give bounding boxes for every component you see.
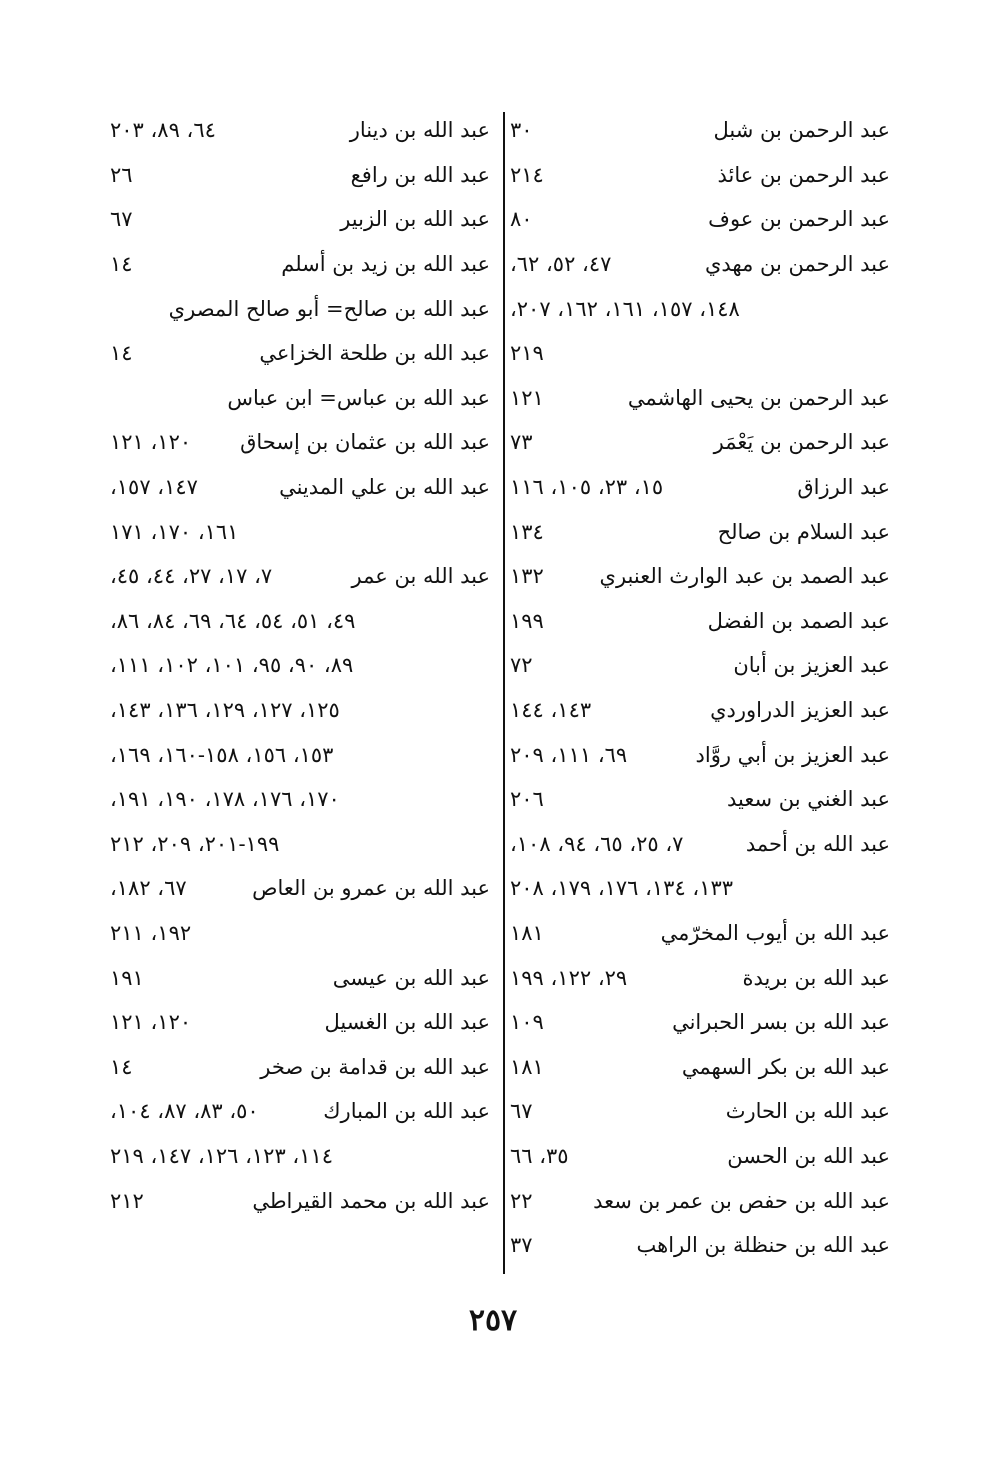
- index-entry: [510, 688, 890, 733]
- index-entry: [510, 732, 890, 777]
- entry-name: عبد الصمد بن الفضل: [707, 608, 890, 633]
- entry-page-refs: ١٩٩: [510, 608, 544, 633]
- entry-page-refs: ١٤: [110, 1054, 133, 1079]
- column-divider: [503, 112, 505, 1274]
- entry-name: عبد الله بن أيوب المخرّمي: [660, 920, 890, 945]
- entry-page-refs: ١٤: [110, 252, 133, 277]
- index-entry: [110, 955, 490, 1000]
- entry-page-refs: ٨٠: [510, 207, 533, 232]
- entry-page-refs: ٦٩، ١١١، ٢٠٩: [510, 742, 628, 767]
- entry-name: عبد الله بن محمد القيراطي: [252, 1188, 490, 1213]
- entry-name: عبد الله بن حفص بن عمر بن سعد: [593, 1188, 890, 1213]
- index-entry: [510, 599, 890, 644]
- entry-name: عبد الله بن زيد بن أسلم: [281, 252, 490, 277]
- entry-page-refs: ١٦١، ١٧٠، ١٧١: [110, 519, 239, 544]
- entry-name: عبد الرحمن بن شبل: [713, 118, 890, 143]
- entry-page-refs: ١٤٨، ١٥٧، ١٦١، ١٦٢، ٢٠٧،: [510, 296, 740, 321]
- index-entry-continuation: [110, 777, 490, 822]
- entry-name: عبد الرحمن بن مهدي: [704, 252, 890, 277]
- entry-page-refs: ٢٢: [510, 1188, 533, 1213]
- index-entry-continuation: [110, 911, 490, 956]
- index-entry: [510, 1178, 890, 1223]
- index-entry: [110, 376, 490, 421]
- entry-page-refs: ٧، ١٧، ٢٧، ٤٤، ٤٥،: [110, 564, 273, 589]
- entry-page-refs: ٦٧، ١٨٢،: [110, 876, 187, 901]
- entry-page-refs: ٨٩، ٩٠، ٩٥، ١٠١، ١٠٢، ١١١،: [110, 653, 354, 678]
- index-entry-continuation: [110, 732, 490, 777]
- entry-name: عبد الله بن عباس= ابن عباس: [227, 385, 490, 410]
- entry-page-refs: ٢٠٦: [510, 787, 544, 812]
- entry-name: عبد الله بن عمر: [351, 564, 490, 589]
- index-entry-continuation: [110, 822, 490, 867]
- entry-page-refs: ٧٣: [510, 430, 533, 455]
- index-entry-continuation: [510, 331, 890, 376]
- index-entry: [510, 108, 890, 153]
- index-entry: [110, 465, 490, 510]
- entry-page-refs: ٢٩، ١٢٢، ١٩٩: [510, 965, 628, 990]
- index-entry: [510, 197, 890, 242]
- entry-page-refs: ١٤: [110, 341, 133, 366]
- index-entry: [110, 1089, 490, 1134]
- index-entry: [110, 1000, 490, 1045]
- entry-page-refs: ١٤٣، ١٤٤: [510, 698, 592, 723]
- index-entry: [510, 465, 890, 510]
- entry-page-refs: ١٢٥، ١٢٧، ١٢٩، ١٣٦، ١٤٣،: [110, 698, 340, 723]
- index-entry: [110, 866, 490, 911]
- index-entry-continuation: [110, 1134, 490, 1179]
- entry-name: عبد الله بن دينار: [349, 118, 490, 143]
- entry-page-refs: ٧، ٢٥، ٦٥، ٩٤، ١٠٨،: [510, 831, 684, 856]
- entry-page-refs: ٦٧: [110, 207, 133, 232]
- entry-page-refs: ١٥، ٢٣، ١٠٥، ١١٦: [510, 475, 664, 500]
- entry-name: عبد الله بن علي المديني: [279, 475, 490, 500]
- index-entry: [510, 1089, 890, 1134]
- index-entry: [110, 554, 490, 599]
- entry-name: عبد الله بن الحارث: [725, 1099, 890, 1124]
- entry-name: عبد الله بن الزبير: [340, 207, 490, 232]
- entry-name: عبد الرزاق: [797, 475, 890, 500]
- left-column: [110, 108, 490, 1223]
- entry-page-refs: ٣٧: [510, 1233, 533, 1258]
- index-entry: [510, 822, 890, 867]
- entry-page-refs: ١٢٠، ١٢١: [110, 1010, 192, 1035]
- entry-page-refs: ١٨١: [510, 920, 544, 945]
- index-entry: [510, 1000, 890, 1045]
- entry-name: عبد الرحمن بن عائذ: [717, 162, 890, 187]
- index-entry: [110, 286, 490, 331]
- index-entry: [110, 331, 490, 376]
- entry-page-refs: ١٥٣، ١٥٦، ١٥٨-١٦٠، ١٦٩،: [110, 742, 334, 767]
- entry-name: عبد الله بن الحسن: [727, 1143, 890, 1168]
- entry-page-refs: ١٢٠، ١٢١: [110, 430, 192, 455]
- entry-name: عبد السلام بن صالح: [717, 519, 890, 544]
- index-entry: [510, 509, 890, 554]
- index-entry: [110, 197, 490, 242]
- entry-name: عبد الرحمن بن عوف: [708, 207, 890, 232]
- index-entry: [110, 153, 490, 198]
- entry-page-refs: ١٩٩-٢٠١، ٢٠٩، ٢١٢: [110, 831, 280, 856]
- index-entry: [510, 242, 890, 287]
- index-entry: [110, 108, 490, 153]
- entry-name: عبد العزيز بن أبان: [733, 653, 890, 678]
- entry-name: عبد الله بن رافع: [350, 162, 490, 187]
- page-number: ٢٥٧: [468, 1303, 518, 1338]
- entry-name: عبد الرحمن بن يحيى الهاشمي: [627, 385, 890, 410]
- entry-name: عبد الله بن حنظلة بن الراهب: [636, 1233, 890, 1258]
- index-entry: [510, 554, 890, 599]
- index-entry: [510, 376, 890, 421]
- entry-name: عبد الله بن صالح= أبو صالح المصري: [168, 296, 490, 321]
- index-entry: [110, 242, 490, 287]
- entry-name: عبد الله بن طلحة الخزاعي: [259, 341, 490, 366]
- entry-page-refs: ١٣٣، ١٣٤، ١٧٦، ١٧٩، ٢٠٨: [510, 876, 734, 901]
- index-entry-continuation: [110, 509, 490, 554]
- index-entry: [510, 1044, 890, 1089]
- entry-name: عبد العزيز الدراوردي: [710, 698, 890, 723]
- entry-page-refs: ١٣٤: [510, 519, 544, 544]
- entry-name: عبد الرحمن بن يَعْمَر: [713, 430, 890, 455]
- entry-page-refs: ٢٦: [110, 162, 133, 187]
- entry-page-refs: ٢١٢: [110, 1188, 144, 1213]
- index-entry: [510, 643, 890, 688]
- entry-name: عبد العزيز بن أبي روَّاد: [695, 742, 890, 767]
- index-entry: [110, 1044, 490, 1089]
- entry-page-refs: ٢١٩: [510, 341, 544, 366]
- index-entry-continuation: [110, 599, 490, 644]
- index-entry: [510, 1223, 890, 1268]
- entry-page-refs: ٦٧: [510, 1099, 533, 1124]
- index-entry: [110, 420, 490, 465]
- index-entry-continuation: [110, 688, 490, 733]
- entry-name: عبد الله بن بريدة: [742, 965, 890, 990]
- entry-page-refs: ١٠٩: [510, 1010, 544, 1035]
- entry-name: عبد الله بن بكر السهمي: [681, 1054, 890, 1079]
- index-entry: [110, 1178, 490, 1223]
- entry-name: عبد الغني بن سعيد: [726, 787, 890, 812]
- entry-name: عبد الله بن الغسيل: [324, 1010, 490, 1035]
- entry-name: عبد الصمد بن عبد الوارث العنبري: [599, 564, 890, 589]
- entry-page-refs: ١٩١: [110, 965, 144, 990]
- entry-page-refs: ٥٠، ٨٣، ٨٧، ١٠٤،: [110, 1099, 259, 1124]
- entry-name: عبد الله بن بسر الحبراني: [672, 1010, 890, 1035]
- index-entry-continuation: [110, 643, 490, 688]
- entry-name: عبد الله بن عيسى: [332, 965, 490, 990]
- index-entry-continuation: [510, 286, 890, 331]
- entry-page-refs: ٣٠: [510, 118, 533, 143]
- index-entry: [510, 955, 890, 1000]
- entry-name: عبد الله بن عمرو بن العاص: [252, 876, 490, 901]
- index-entry: [510, 153, 890, 198]
- index-entry: [510, 420, 890, 465]
- index-entry: [510, 777, 890, 822]
- index-entry: [510, 911, 890, 956]
- entry-page-refs: ٣٥، ٦٦: [510, 1143, 569, 1168]
- entry-page-refs: ١١٤، ١٢٣، ١٢٦، ١٤٧، ٢١٩: [110, 1143, 334, 1168]
- entry-page-refs: ١٧٠، ١٧٦، ١٧٨، ١٩٠، ١٩١،: [110, 787, 340, 812]
- entry-page-refs: ١٨١: [510, 1054, 544, 1079]
- entry-page-refs: ١٤٧، ١٥٧،: [110, 475, 198, 500]
- entry-page-refs: ٤٩، ٥١، ٥٤، ٦٤، ٦٩، ٨٤، ٨٦،: [110, 608, 356, 633]
- entry-name: عبد الله بن المبارك: [323, 1099, 490, 1124]
- entry-name: عبد الله بن أحمد: [745, 831, 890, 856]
- entry-page-refs: ٤٧، ٥٢، ٦٢،: [510, 252, 612, 277]
- right-column: [510, 108, 890, 1267]
- entry-page-refs: ١٣٢: [510, 564, 544, 589]
- index-entry: [510, 1134, 890, 1179]
- entry-page-refs: ١٢١: [510, 385, 544, 410]
- entry-page-refs: ٢١٤: [510, 162, 544, 187]
- entry-page-refs: ٧٢: [510, 653, 533, 678]
- entry-page-refs: ١٩٢، ٢١١: [110, 920, 192, 945]
- entry-name: عبد الله بن عثمان بن إسحاق: [240, 430, 490, 455]
- entry-page-refs: ٦٤، ٨٩، ٢٠٣: [110, 118, 216, 143]
- entry-name: عبد الله بن قدامة بن صخر: [260, 1054, 490, 1079]
- index-entry-continuation: [510, 866, 890, 911]
